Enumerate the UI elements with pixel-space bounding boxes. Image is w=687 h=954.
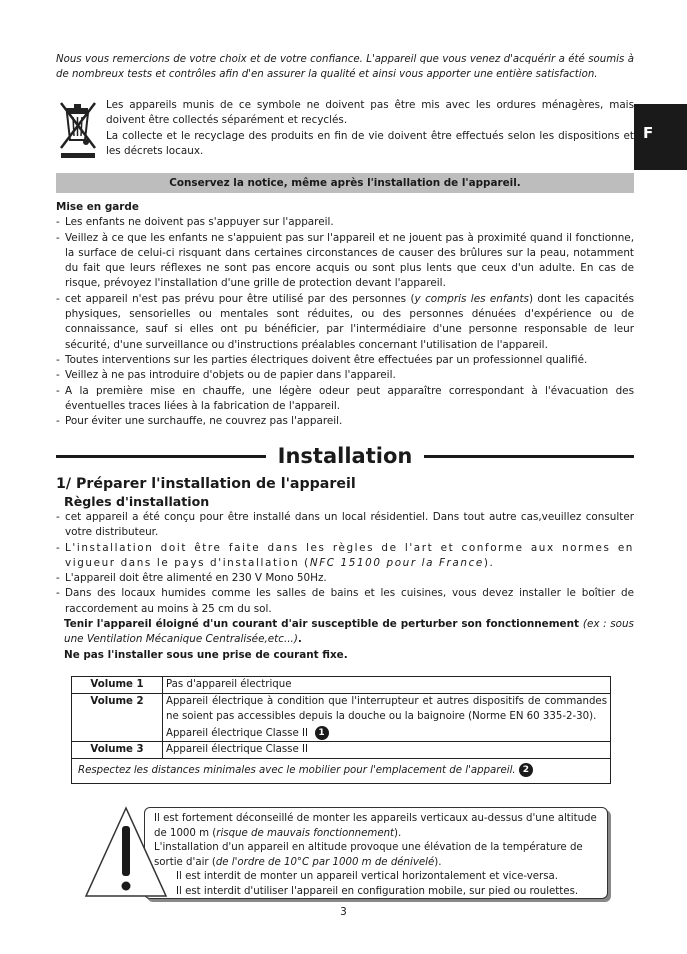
volume-label: Volume 3 [72, 742, 163, 759]
list-item: - Pour éviter une surchauffe, ne couvrez pas l'appareil. [56, 414, 634, 429]
draft-warning: Tenir l'appareil éloigné d'un courant d'air susceptible de perturber son fonctionnement (ex : sous une Ventilation Mécanique Centralisée,etc...). [64, 618, 634, 646]
altitude-line-4: Il est interdit d'utiliser l'appareil en configuration mobile, sur pied ou roulettes. [176, 885, 579, 897]
marker-2-icon: 2 [519, 763, 533, 777]
socket-warning: Ne pas l'installer sous une prise de courant fixe. [64, 648, 348, 661]
table-row [72, 742, 611, 759]
warning-heading: Mise en garde [56, 201, 139, 213]
list-item: - Veillez à ne pas introduire d'objets ou de papier dans l'appareil. [56, 368, 634, 383]
list-item: - cet appareil a été conçu pour être installé dans un local résidentiel. Dans tout autre cas,veuillez consulter votre distributeur. [56, 510, 634, 541]
table-footer: Respectez les distances minimales avec le mobilier pour l'emplacement de l'appareil. 2 [72, 758, 611, 784]
list-item: - cet appareil n'est pas prévu pour être utilisé par des personnes (y compris les enfants) dont les capacités physiques, sensorielles ou mentales sont réduites, ou des personnes dénuées d'expérience ou de connaissance, sauf si elles ont pu bénéficier, par l'intermédiaire d'une personne responsable de leur sécurité, d'une surveillance ou d'instructions préalables concernant l'utilisation de l'appareil. [56, 292, 634, 353]
page-title: Installation [272, 444, 419, 468]
page-number: 3 [340, 906, 347, 918]
warning-section [56, 200, 634, 429]
altitude-line-3: Il est interdit de monter un appareil vertical horizontalement et vice-versa. [176, 871, 559, 883]
table-row [72, 758, 611, 784]
installation-heading: 1/ Préparer l'installation de l'appareil [56, 476, 356, 492]
volume-label: Volume 1 [72, 677, 163, 694]
volumes-table [71, 676, 611, 784]
weee-crossed-bin-icon [56, 98, 100, 162]
list-item: - L'appareil doit être alimenté en 230 V Mono 50Hz. [56, 571, 634, 586]
table-row [72, 693, 611, 742]
list-item: - Dans des locaux humides comme les salles de bains et les cuisines, vous devez installer le boîtier de raccordement au moins à 25 cm du sol. [56, 586, 634, 617]
weee-notice [106, 98, 634, 159]
rules-heading: Règles d'installation [64, 494, 210, 509]
marker-1-icon: 1 [315, 726, 329, 740]
volume-label: Volume 2 [72, 693, 163, 742]
intro-text: Nous vous remercions de votre choix et de votre confiance. L'appareil que vous venez d'acquérir a été soumis à de nombreux tests et contrôles afin d'en assurer la qualité et ainsi vous apporter une entière satisfaction. [56, 54, 634, 81]
installation-section [56, 475, 634, 663]
volume-text: Pas d'appareil électrique [163, 677, 611, 694]
weee-line-2: La collecte et le recyclage des produits en fin de vie doivent être effectués selon les dispositions et les décrets locaux. [106, 129, 634, 157]
list-item: - A la première mise en chauffe, une légère odeur peut apparaître correspondant à l'évacuation des éventuelles traces liées à la fabrication de l'appareil. [56, 384, 634, 415]
list-item: - Veillez à ce que les enfants ne s'appuient pas sur l'appareil et ne jouent pas à proximité quand il fonctionne, la surface de celui-ci risquant dans certaines circonstances de causer des brûlures sur la peau, notamment du fait que leurs réflexes ne sont pas encore acquis ou sont plus lents que ceux d'un adulte. En cas de risque, prévoyez l'installation d'une grille de protection devant l'appareil. [56, 231, 634, 292]
volume-text: Appareil électrique à condition que l'interrupteur et autres dispositifs de commandes ne soient pas accessibles depuis la douche ou la baignoire (Norme EN 60 335-2-30). Appareil électrique Classe II 1 [163, 693, 611, 742]
weee-line-1: Les appareils munis de ce symbole ne doivent pas être mis avec les ordures ménagères, mais doivent être collectés séparément et recyclés. [106, 99, 634, 127]
altitude-warning-text [154, 812, 602, 900]
altitude-line-2: L'installation d'un appareil en altitude provoque une élévation de la température de sortie d'air (de l'ordre de 10°C par 1000 m de dénivelé). [154, 842, 583, 868]
table-row [72, 677, 611, 694]
list-item: - Les enfants ne doivent pas s'appuyer sur l'appareil. [56, 215, 634, 230]
altitude-line-1: Il est fortement déconseillé de monter les appareils verticaux au-dessus d'une altitude de 1000 m (risque de mauvais fonctionnement). [154, 813, 597, 839]
warning-list [56, 215, 634, 429]
list-item: - L'installation doit être faite dans les règles de l'art et conforme aux normes en vigueur dans le pays d'installation (NFC 15100 pour la France). [56, 541, 634, 572]
installation-title-row [56, 442, 634, 470]
notice-banner: Conservez la notice, même après l'installation de l'appareil. [56, 173, 634, 193]
rules-list [56, 510, 634, 617]
language-tab: F [634, 104, 687, 170]
list-item: - Toutes interventions sur les parties électriques doivent être effectuées par un professionnel qualifié. [56, 353, 634, 368]
volume-text: Appareil électrique Classe II [163, 742, 611, 759]
